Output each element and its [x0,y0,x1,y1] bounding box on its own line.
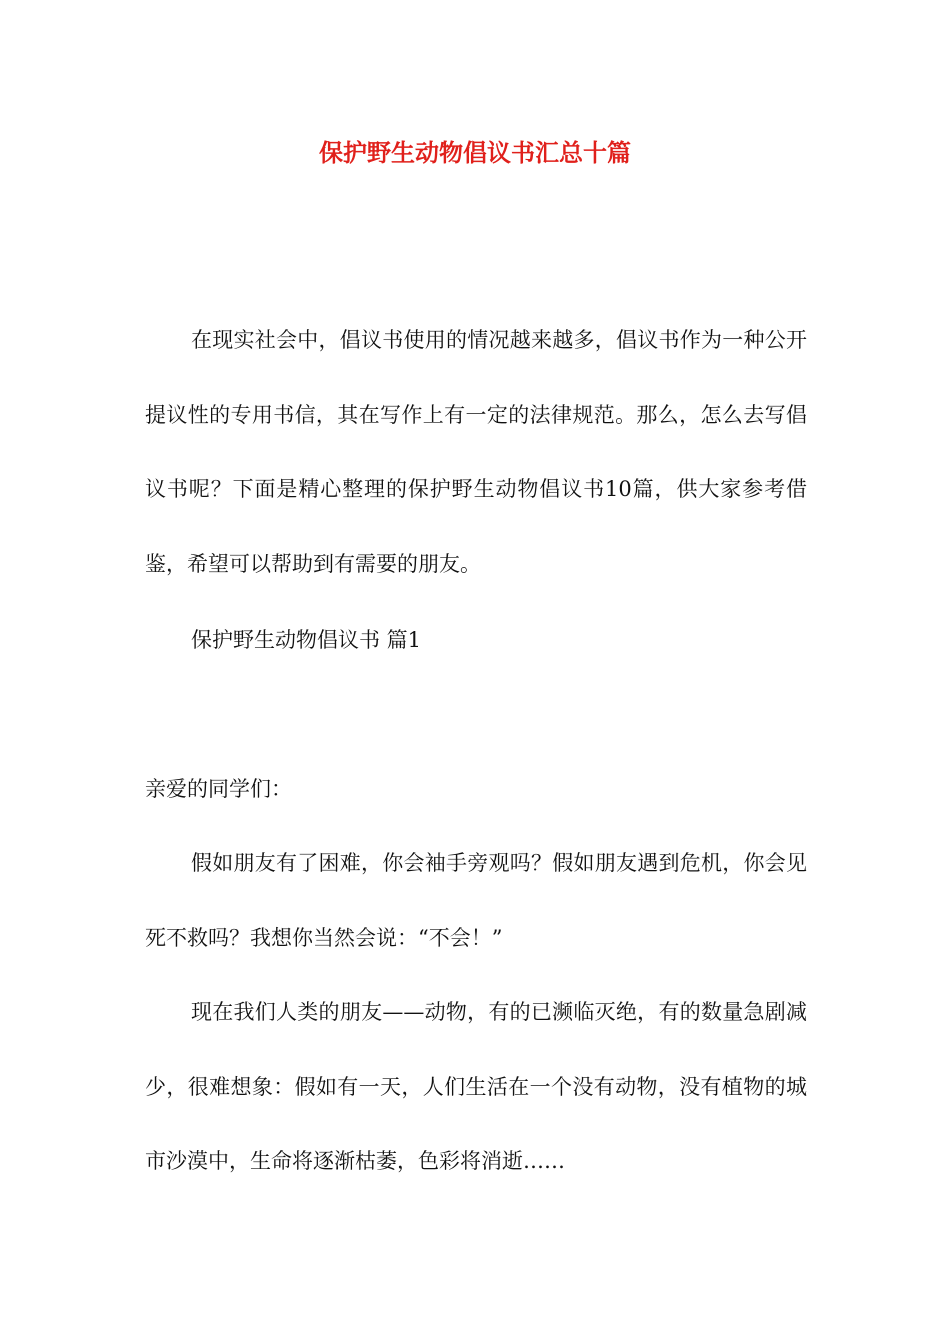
section-block [145,603,807,678]
document-title: 保护野生动物倡议书汇总十篇 [319,138,631,167]
intro-paragraph: 在现实社会中，倡议书使用的情况越来越多，倡议书作为一种公开提议性的专用书信，其在写作上有一定的法律规范。那么，怎么去写倡议书呢？下面是精心整理的保护野生动物倡议书10篇，供大家参考借鉴，希望可以帮助到有需要的朋友。 [145,328,807,576]
section-heading: 保护野生动物倡议书 篇1 [191,628,422,652]
body-paragraph-2: 现在我们人类的朋友——动物，有的已濒临灭绝，有的数量急剧减少，很难想象：假如有一天，人们生活在一个没有动物，没有植物的城市沙漠中，生命将逐渐枯萎，色彩将消逝…… [145,1000,807,1173]
intro-block [145,303,807,601]
body-paragraph-1: 假如朋友有了困难，你会袖手旁观吗？假如朋友遇到危机，你会见死不救吗？我想你当然会说：“不会！” [145,851,807,950]
salutation: 亲爱的同学们： [145,777,292,801]
salutation-block [145,752,807,827]
letter-body [145,826,807,1199]
